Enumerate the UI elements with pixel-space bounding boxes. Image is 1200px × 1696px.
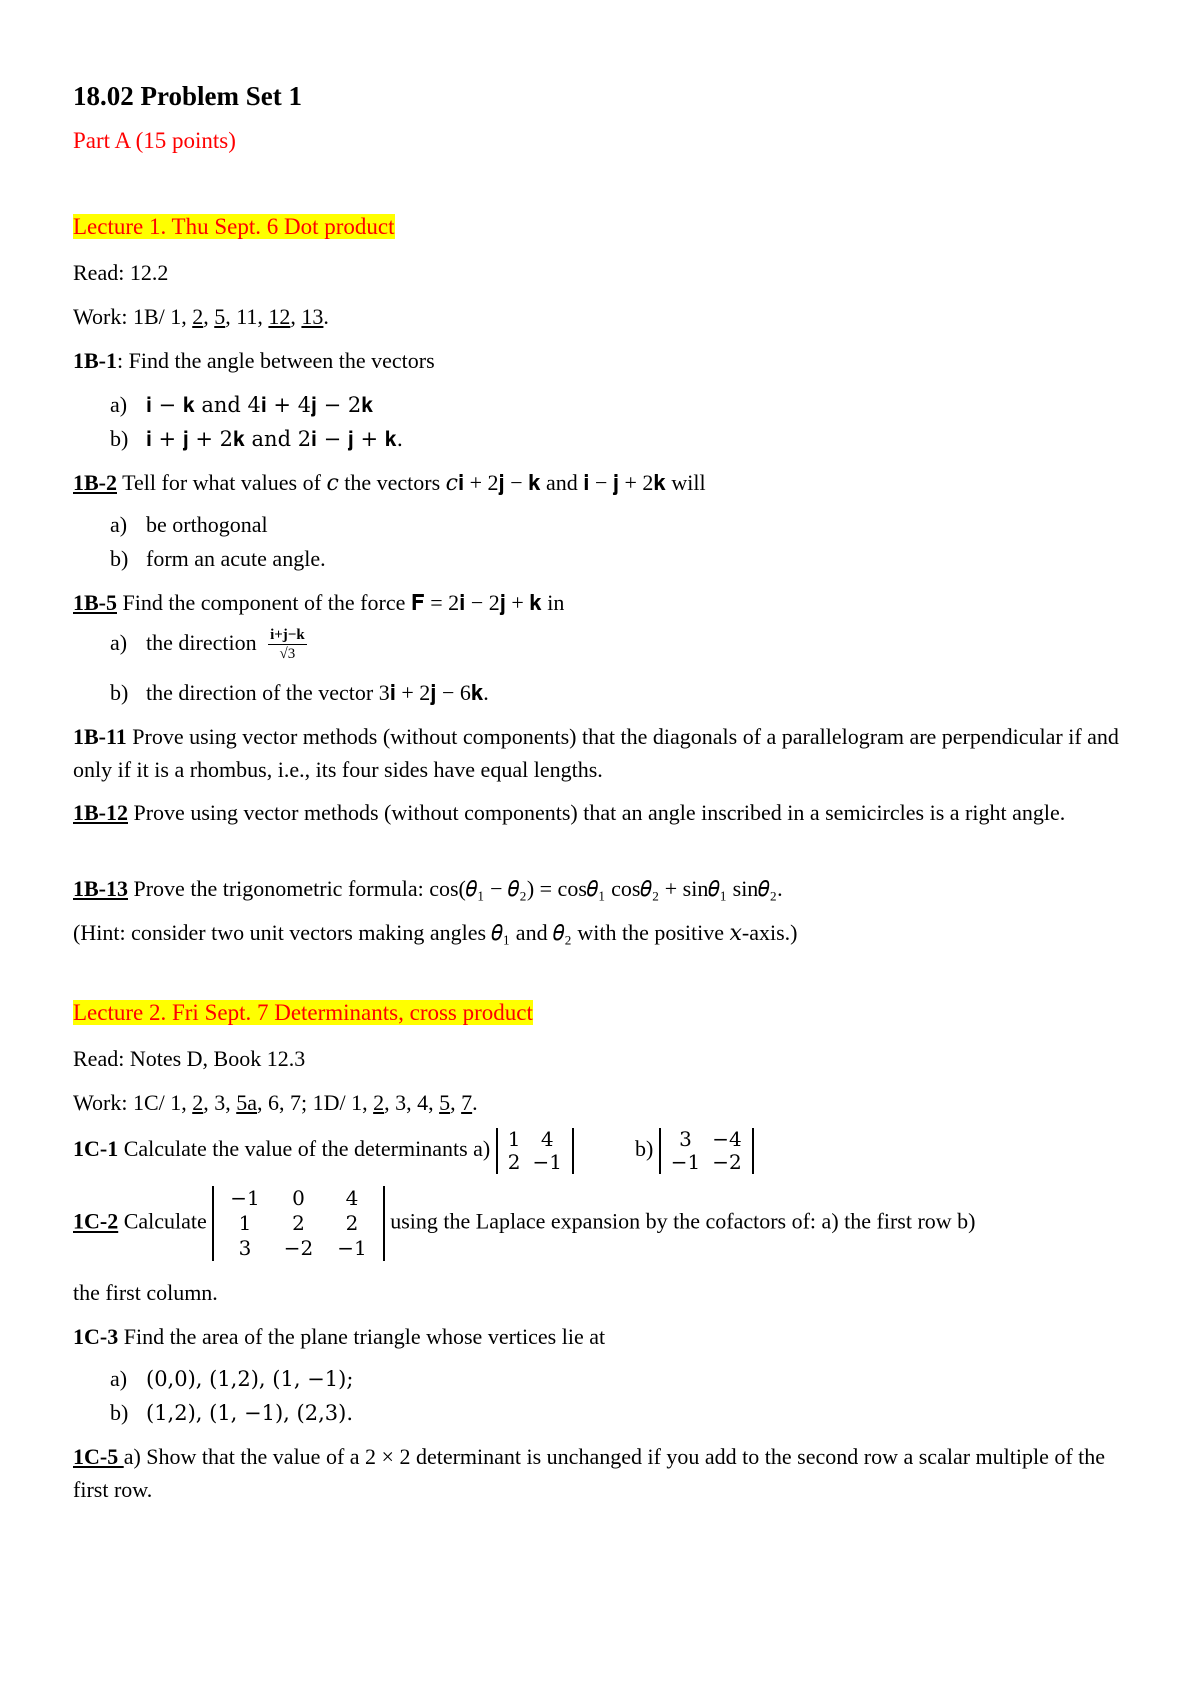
item-text: (0,0), (1,2), (1, −1); xyxy=(146,1367,354,1391)
problem-label: 1B-5 xyxy=(73,590,117,615)
problem-1b-11 xyxy=(73,720,1140,786)
item-label: b) xyxy=(110,680,129,705)
matrix-cell: −1 xyxy=(230,1186,260,1210)
lecture-2-work xyxy=(73,1086,1140,1119)
problem-label: 1C-1 xyxy=(73,1136,119,1162)
problem-text: Prove the trigonometric formula: cos(𝜃₁ − 𝜃₂) = cos𝜃₁ cos𝜃₂ + sin𝜃₁ sin𝜃₂. xyxy=(128,876,783,901)
problem-label: 1B-12 xyxy=(73,800,128,825)
matrix-cell: 3 xyxy=(238,1236,252,1260)
matrix-cell: −1 xyxy=(337,1236,367,1260)
item-label: b) xyxy=(110,426,129,451)
matrix-cell: 1 xyxy=(507,1127,521,1151)
problem-label: 1B-1 xyxy=(73,348,117,373)
work-item: 2 xyxy=(192,1090,204,1115)
item-label: b) xyxy=(110,546,129,571)
matrix-cell: −1 xyxy=(532,1150,562,1174)
item-label: a) xyxy=(110,512,128,537)
problem-1c-1 xyxy=(73,1128,1140,1174)
item-text: be orthogonal xyxy=(146,512,268,537)
item-label: a) xyxy=(110,630,128,655)
work-text: Work: 1C/ 1, xyxy=(73,1090,193,1115)
problem-1b-5 xyxy=(73,586,1140,619)
work-item: 2 xyxy=(373,1090,385,1115)
work-text: , 3, xyxy=(203,1090,237,1115)
problem-1b-1-b xyxy=(110,422,1140,456)
lecture-1-section xyxy=(73,210,1140,245)
lecture-1-reading: Read: 12.2 xyxy=(73,260,169,285)
work-item: 11 xyxy=(236,304,258,329)
matrix-cell: 2 xyxy=(345,1211,359,1235)
item-label: a) xyxy=(110,1366,128,1391)
page-title: 18.02 Problem Set 1 xyxy=(73,81,302,111)
problem-label: 1C-5 xyxy=(73,1444,124,1469)
problem-1b-2-a xyxy=(110,508,1140,541)
item-text: form an acute angle. xyxy=(146,546,326,571)
problem-label: 1B-13 xyxy=(73,876,128,901)
lecture-1-heading: Lecture 1. Thu Sept. 6 Dot product xyxy=(73,214,395,239)
matrix-cell: −4 xyxy=(712,1127,742,1151)
problem-text: Calculate xyxy=(118,1208,207,1234)
fraction-denominator: √3 xyxy=(279,646,296,663)
determinant-3x3 xyxy=(212,1186,384,1261)
work-item: 5a xyxy=(236,1090,257,1115)
fraction-numerator: i+j−k xyxy=(270,627,305,644)
matrix-cell: 4 xyxy=(540,1127,554,1151)
problem-text: Prove using vector methods (without components) that an angle inscribed in a semicircles is a right angle. xyxy=(128,800,1066,825)
work-item: 13 xyxy=(301,304,324,329)
work-text: , 6, 7; 1D/ 1, xyxy=(257,1090,374,1115)
work-item: 2 xyxy=(192,304,204,329)
matrix-cell: 2 xyxy=(292,1211,305,1235)
work-item: 7 xyxy=(461,1090,473,1115)
item-text: the direction of the vector 3𝐢 + 2𝐣 − 6𝐤. xyxy=(146,680,489,705)
work-text: . xyxy=(472,1090,478,1115)
item-text: the direction xyxy=(146,630,257,655)
determinant-b xyxy=(659,1128,754,1174)
problem-text: Prove using vector methods (without components) that the diagonals of a parallelogram are perpendicular if and only if it is a rhombus, i.e., its four sides have equal lengths. xyxy=(73,724,1119,782)
matrix-cell: 2 xyxy=(507,1150,521,1174)
item-label: b) xyxy=(634,1136,654,1162)
lecture-2-section xyxy=(73,996,1140,1031)
problem-1c-3 xyxy=(73,1320,1140,1353)
problem-1c-3-a xyxy=(110,1362,1140,1396)
part-heading: Part A (15 points) xyxy=(73,128,236,153)
lecture-2-reading: Read: Notes D, Book 12.3 xyxy=(73,1046,306,1071)
lecture-2-heading: Lecture 2. Fri Sept. 7 Determinants, cross product xyxy=(73,1000,533,1025)
fraction xyxy=(268,626,307,663)
problem-text: Find the area of the plane triangle whose vertices lie at xyxy=(118,1324,606,1349)
matrix-cell: −2 xyxy=(283,1236,314,1260)
work-prefix: Work: 1B/ 1, xyxy=(73,304,193,329)
matrix-cell: 4 xyxy=(345,1186,359,1210)
problem-text: Tell for what values of 𝑐 the vectors 𝑐𝐢 + 2𝐣 − 𝐤 and 𝐢 − 𝐣 + 2𝐤 will xyxy=(117,470,706,495)
problem-1b-2 xyxy=(73,466,1140,499)
work-item: 12 xyxy=(268,304,291,329)
problem-1b-2-b xyxy=(110,542,1140,575)
problem-1b-5-a xyxy=(110,626,1140,663)
work-item: 5 xyxy=(439,1090,451,1115)
problem-label: 1B-11 xyxy=(73,724,127,749)
problem-1b-12 xyxy=(73,796,1140,829)
problem-label: 1B-2 xyxy=(73,470,117,495)
determinant-a xyxy=(496,1128,574,1174)
item-text: 𝐢 + 𝐣 + 2𝐤 and 2𝐢 − 𝐣 + 𝐤. xyxy=(146,427,404,451)
matrix-cell: 1 xyxy=(238,1211,252,1235)
work-item: 5 xyxy=(214,304,226,329)
work-text: , xyxy=(450,1090,462,1115)
problem-1b-1 xyxy=(73,344,1140,377)
item-text: 𝐢 − 𝐤 and 4𝐢 + 4𝐣 − 2𝐤 xyxy=(146,393,374,417)
problem-1b-13 xyxy=(73,872,1140,905)
problem-text: Calculate the value of the determinants a) xyxy=(118,1136,491,1162)
problem-1c-2 xyxy=(73,1186,1140,1261)
matrix-cell: −1 xyxy=(670,1150,701,1174)
problem-label: 1C-2 xyxy=(73,1208,119,1234)
problem-text: a) Show that the value of a 2 × 2 determinant is unchanged if you add to the second row a scalar multiple of the first row. xyxy=(73,1444,1106,1502)
problem-1b-1-a xyxy=(110,388,1140,422)
problem-text: Find the component of the force 𝐅 = 2𝐢 − 2𝐣 + 𝐤 in xyxy=(117,590,565,615)
problem-1b-5-b xyxy=(110,676,1140,709)
problem-label: 1C-3 xyxy=(73,1324,119,1349)
problem-text: : Find the angle between the vectors xyxy=(117,348,435,373)
item-label: a) xyxy=(110,392,128,417)
matrix-cell: 0 xyxy=(292,1186,305,1210)
matrix-cell: 3 xyxy=(679,1127,692,1151)
lecture-1-work: Work: 1B/ 1, 2, 5, 11, 12, 13. xyxy=(73,304,329,329)
problem-1c-5 xyxy=(73,1440,1140,1506)
problem-text: using the Laplace expansion by the cofactors of: a) the first row b) xyxy=(390,1208,976,1234)
item-label: b) xyxy=(110,1400,129,1425)
matrix-cell: −2 xyxy=(712,1150,742,1174)
work-text: , 3, 4, xyxy=(384,1090,440,1115)
problem-1c-2-continued: the first column. xyxy=(73,1280,218,1305)
hint-text: (Hint: consider two unit vectors making angles 𝜃₁ and 𝜃₂ with the positive 𝑥-axis.) xyxy=(73,920,798,945)
problem-1c-3-b xyxy=(110,1396,1140,1430)
item-text: (1,2), (1, −1), (2,3). xyxy=(146,1401,353,1425)
